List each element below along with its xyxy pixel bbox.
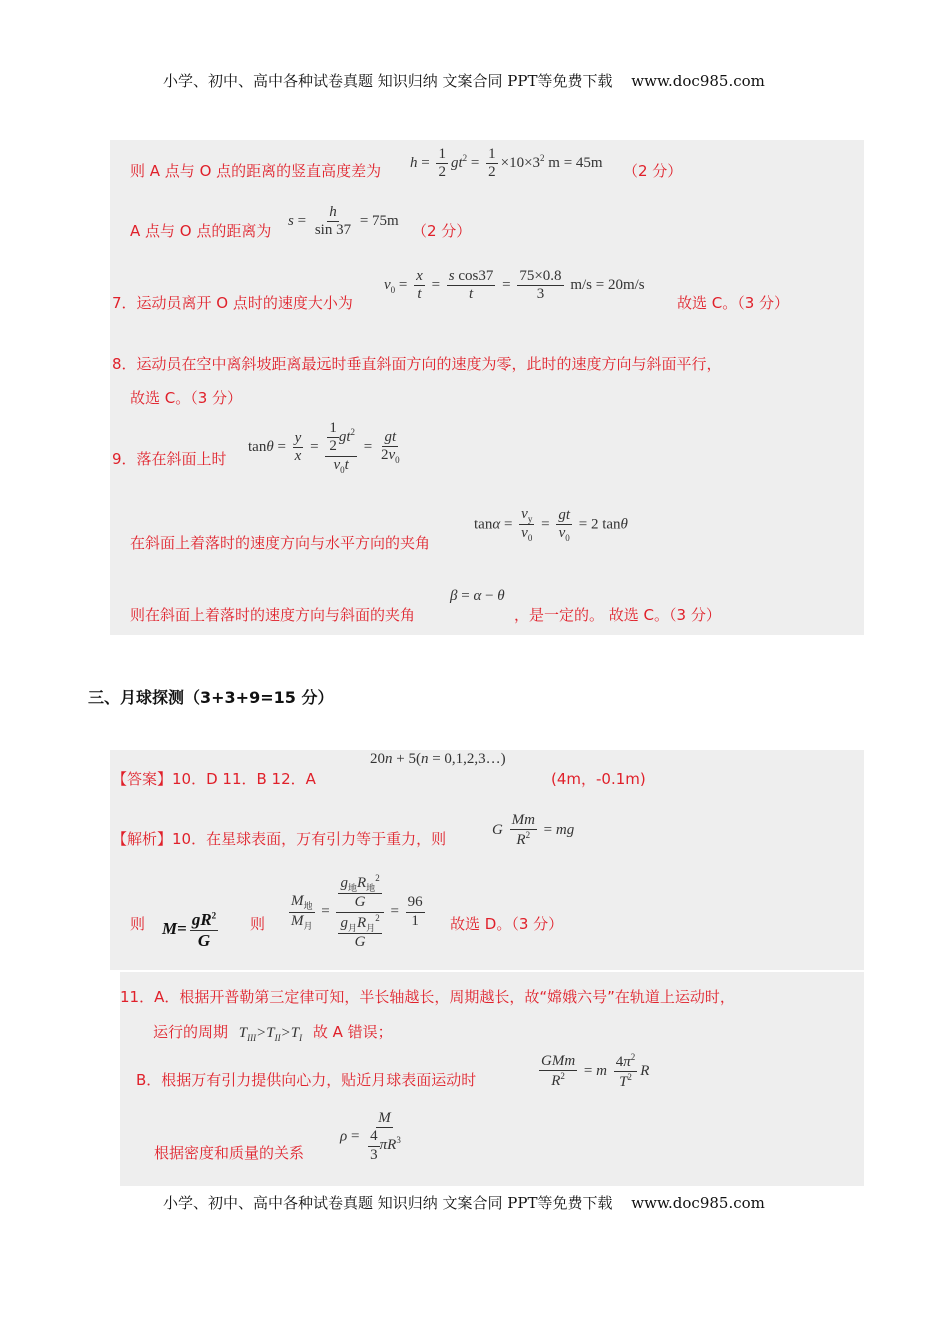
formula-mass-ratio: $\frac{M_地}{M_月}$ = $\frac{\frac{g_地R_地^2}{G}}{\frac{g_月R_月^2}{G}}$ = $\frac{96}{1}$	[291, 873, 423, 950]
site-link[interactable]: www.doc985.com	[631, 72, 765, 90]
q11-line-1: 11．A．根据开普勒第三定律可知，半长轴越长，周期越长，故“嫦娥六号”在轨道上运动时，	[120, 988, 735, 1006]
formula-20n: 20n + 5(n = 0,1,2,3…)	[370, 751, 506, 767]
q8-line-2: 故选 C。（3 分）	[130, 389, 243, 407]
q11-line-4: 根据密度和质量的关系	[154, 1144, 305, 1162]
q10-answer: 故选 D。（3 分）	[450, 915, 564, 933]
answer-coordinate: (4m，-0.1m)	[551, 770, 646, 788]
formula-gravity: G $\frac{Mm}{R^2}$ = mg	[492, 812, 575, 849]
q6-distance-line: A 点与 O 点的距离为	[130, 222, 272, 240]
q11-line-2: 运行的周期 $T_{III}>T_{II}>T_I$ 故 A 错误；	[153, 1023, 393, 1043]
formula-v0: $v_0$ = $\frac{x}{t}$ = $\frac{\text{s cos37}}{t}$ = $\frac{75\times 0.8}{3}$ m/s = 20m/s	[384, 268, 645, 303]
formula-h: h = $\frac{1}{2}$ $gt^2$ = $\frac{1}{2}$ $\times 10\times 3^2$ m = 45m	[410, 146, 603, 181]
q9-answer: ，是一定的。 故选 C。（3 分）	[514, 606, 721, 624]
q11-line-3: B．根据万有引力提供向心力，贴近月球表面运动时	[136, 1071, 477, 1089]
formula-s: s = $\frac{h}{\sin 37}$ = 75m	[288, 204, 399, 239]
score-2a: （2 分）	[623, 162, 683, 180]
q8-line-1: 8．运动员在空中离斜坡距离最远时垂直斜面方向的速度为零，此时的速度方向与斜面平行，	[112, 355, 722, 373]
formula-beta: β = α − θ	[450, 588, 505, 604]
analysis-line: 【解析】10．在星球表面，万有引力等于重力，则	[112, 830, 447, 848]
formula-mass: M= $\frac{gR^2}{G}$	[162, 910, 217, 950]
section-title: 三、月球探测（3+3+9=15 分）	[88, 688, 334, 707]
formula-periods: $T_{III}>T_{II}>T_I$	[238, 1025, 303, 1043]
page-header: 小学、初中、高中各种试卷真题 知识归纳 文案合同 PPT等免费下载 www.doc985.com	[163, 72, 765, 90]
q9-line-3: 则在斜面上着落时的速度方向与斜面的夹角	[130, 606, 416, 624]
page-footer: 小学、初中、高中各种试卷真题 知识归纳 文案合同 PPT等免费下载 www.doc985.com	[163, 1194, 765, 1212]
answer-line: 【答案】10．D 11．B 12．A	[112, 770, 316, 788]
then-label-1: 则	[130, 915, 146, 933]
formula-centripetal: $\frac{\text{GMm}}{R^2}$ = m $\frac{4\pi^2}{T^2}$ R	[541, 1052, 650, 1091]
site-link-footer[interactable]: www.doc985.com	[631, 1194, 765, 1212]
q6-height-line: 则 A 点与 O 点的距离的竖直高度差为	[130, 162, 382, 180]
q9-line-2: 在斜面上着落时的速度方向与水平方向的夹角	[130, 534, 431, 552]
then-label-2: 则	[250, 915, 266, 933]
formula-tan-alpha: tanα = $\frac{v_y}{v_0}$ = $\frac{gt}{v_0}$ = 2 tanθ	[474, 506, 628, 544]
formula-density: ρ = M $\frac{4}{3}$ $\pi R^3$	[340, 1110, 401, 1163]
formula-tan-theta: tanθ = $\frac{y}{x}$ = $\frac{1}{2}$ $gt^2$ $v_0t$ = $\frac{gt}{2v_0}$	[248, 420, 400, 475]
q9-line-1: 9．落在斜面上时	[112, 450, 227, 468]
q7-answer: 故选 C。（3 分）	[677, 294, 790, 312]
q7-line: 7．运动员离开 O 点时的速度大小为	[112, 294, 353, 312]
score-2b: （2 分）	[412, 222, 472, 240]
